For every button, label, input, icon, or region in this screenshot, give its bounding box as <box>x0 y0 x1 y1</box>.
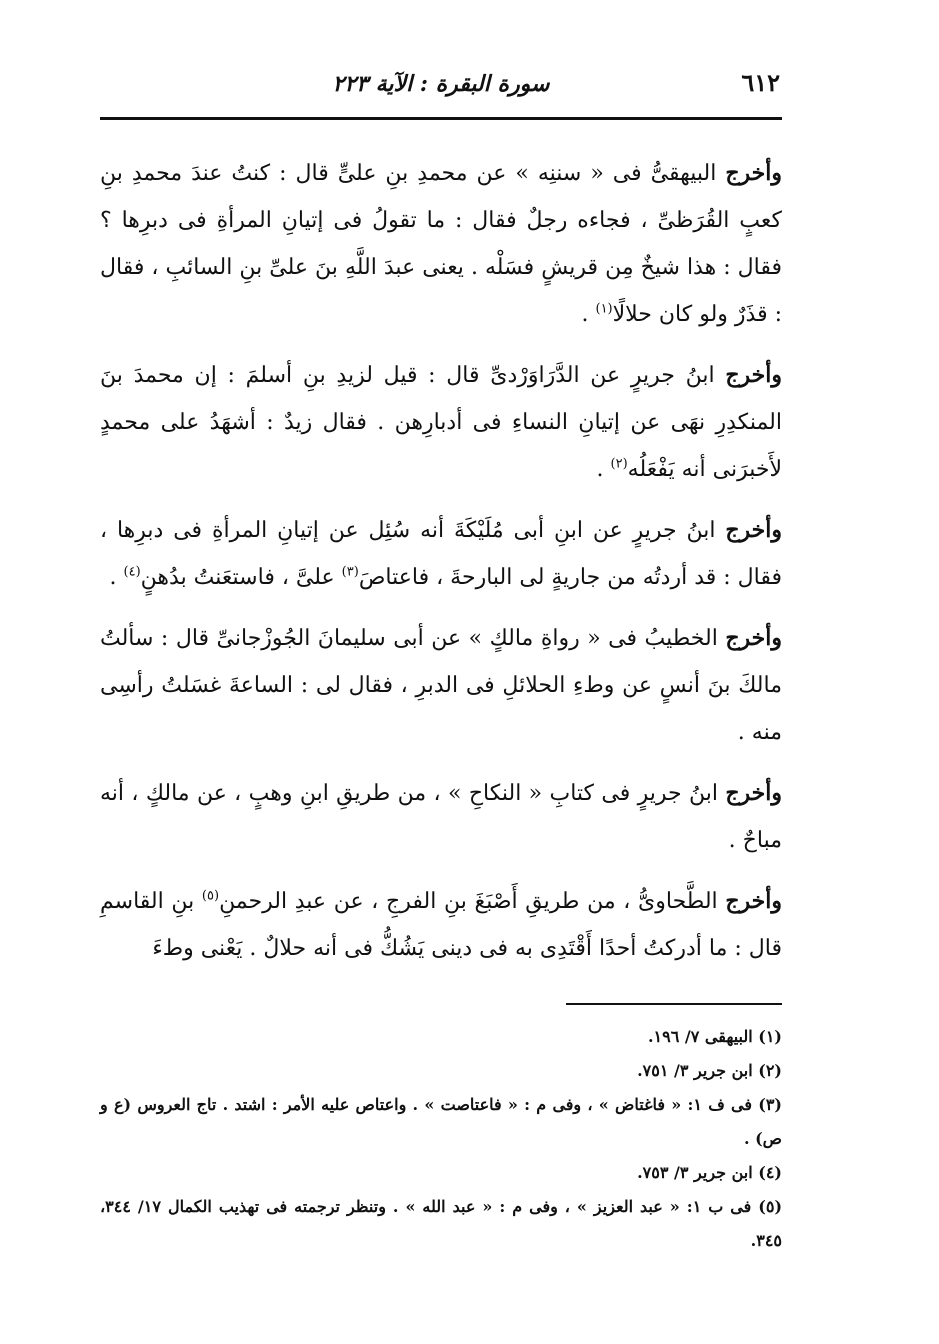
page-header <box>100 64 782 104</box>
paragraph-lead: وأخرج <box>725 517 782 543</box>
paragraph-1 <box>100 150 782 338</box>
paragraph-tail: . <box>109 565 124 590</box>
footnote-ref[interactable]: (٥) <box>201 888 220 904</box>
paragraph-tail: . <box>596 457 611 482</box>
footnote-3: (٣) فى ف ١: « فاغتاض » ، وفى م : « فاعتاصت » . واعتاص عليه الأمر : اشتد . تاج العروس (ع و ص) . <box>100 1095 782 1148</box>
footnotes <box>100 1020 782 1258</box>
paragraph-lead: وأخرج <box>725 888 782 914</box>
paragraph-5 <box>100 770 782 864</box>
footnote-4: (٤) ابن جرير ٣/ ٧٥٣. <box>637 1163 782 1182</box>
footnote-ref[interactable]: (٣) <box>341 564 359 580</box>
paragraph-lead: وأخرج <box>725 160 782 186</box>
paragraph-tail: . <box>581 302 596 327</box>
paragraph-text: البيهقىُّ فى « سننِه » عن محمدِ بنِ علىٍّ قال : كنتُ عندَ محمدِ بنِ كعبٍ القُرَظىِّ ، فجاءه رجلٌ فقال : ما تقولُ فى إتيانِ المرأةِ فى دبرِها ؟ فقال : هذا شيخٌ مِن قريشٍ فسَلْه . يعنى عبدَ اللَّهِ بنَ علىِّ بنِ السائبِ ، فقال : قذَرٌ ولو كان حلالًا <box>100 161 782 327</box>
page-number: ٦١٢ <box>741 68 780 97</box>
footnote-ref[interactable]: (٤) <box>123 564 141 580</box>
book-page <box>100 0 782 1344</box>
footnote-2: (٢) ابن جرير ٣/ ٧٥١. <box>637 1061 782 1080</box>
paragraph-4 <box>100 615 782 756</box>
paragraph-2 <box>100 352 782 493</box>
footnote-ref[interactable]: (٢) <box>610 456 628 472</box>
paragraph-text: ابنُ جريرٍ عن الدَّرَاوَرْدىِّ قال : قيل لزيدِ بنِ أسلمَ : إن محمدَ بنَ المنكدِرِ نهَى عن إتيانِ النساءِ فى أدبارِهن . فقال زيدٌ : أشهَدُ على محمدٍ لأَخبرَنى أنه يَفْعَلُه <box>100 363 782 482</box>
paragraph-lead: وأخرج <box>725 780 782 806</box>
footnote-rule <box>566 1003 782 1005</box>
paragraph-text: الخطيبُ فى « رواةِ مالكٍ » عن أبى سليمانَ الجُوزْجانىِّ قال : سألتُ مالكَ بنَ أنسٍ عن وطءِ الحلائلِ فى الدبرِ ، فقال لى : الساعةَ غسَلتُ رأسِى منه . <box>100 626 782 745</box>
paragraph-text: علىَّ ، فاستعَنتُ بدُهنٍ <box>140 565 342 590</box>
paragraph-text: ابنُ جريرٍ فى كتابِ « النكاحِ » ، من طريقِ ابنِ وهبٍ ، عن مالكٍ ، أنه مباحٌ . <box>100 781 782 853</box>
running-title: سورة البقرة : الآية ٢٢٣ <box>332 71 550 97</box>
footnote-5: (٥) فى ب ١: « عبد العزيز » ، وفى م : « عبد الله » . وتنظر ترجمته فى تهذيب الكمال ١٧/ ٣٤٤، ٣٤٥. <box>100 1197 783 1250</box>
paragraph-text: ابنُ جريرٍ عن ابنِ أبى مُلَيْكَةَ أنه سُئِل عن إتيانِ المرأةِ فى دبرِها ، فقال : قد أردتُه من جاريةٍ لى البارحةَ ، فاعتاصَ <box>100 518 782 590</box>
footnote-1: (١) البيهقى ٧/ ١٩٦. <box>647 1027 782 1046</box>
paragraph-6 <box>100 878 782 972</box>
main-text <box>100 150 782 986</box>
footnote-ref[interactable]: (١) <box>595 301 613 317</box>
paragraph-text: الطَّحاوىُّ ، من طريقِ أَصْبَغَ بنِ الفرجِ ، عن عبدِ الرحمنِ <box>219 889 726 914</box>
paragraph-lead: وأخرج <box>725 362 782 388</box>
paragraph-text: بنِ القاسمِ قال : ما أدركتُ أحدًا أَقْتَدِى به فى دينى يَشُكُّ فى أنه حلالٌ . يَعْنى وطءَ <box>100 889 782 961</box>
paragraph-lead: وأخرج <box>725 625 782 651</box>
header-rule <box>100 117 782 120</box>
paragraph-3 <box>100 507 782 601</box>
